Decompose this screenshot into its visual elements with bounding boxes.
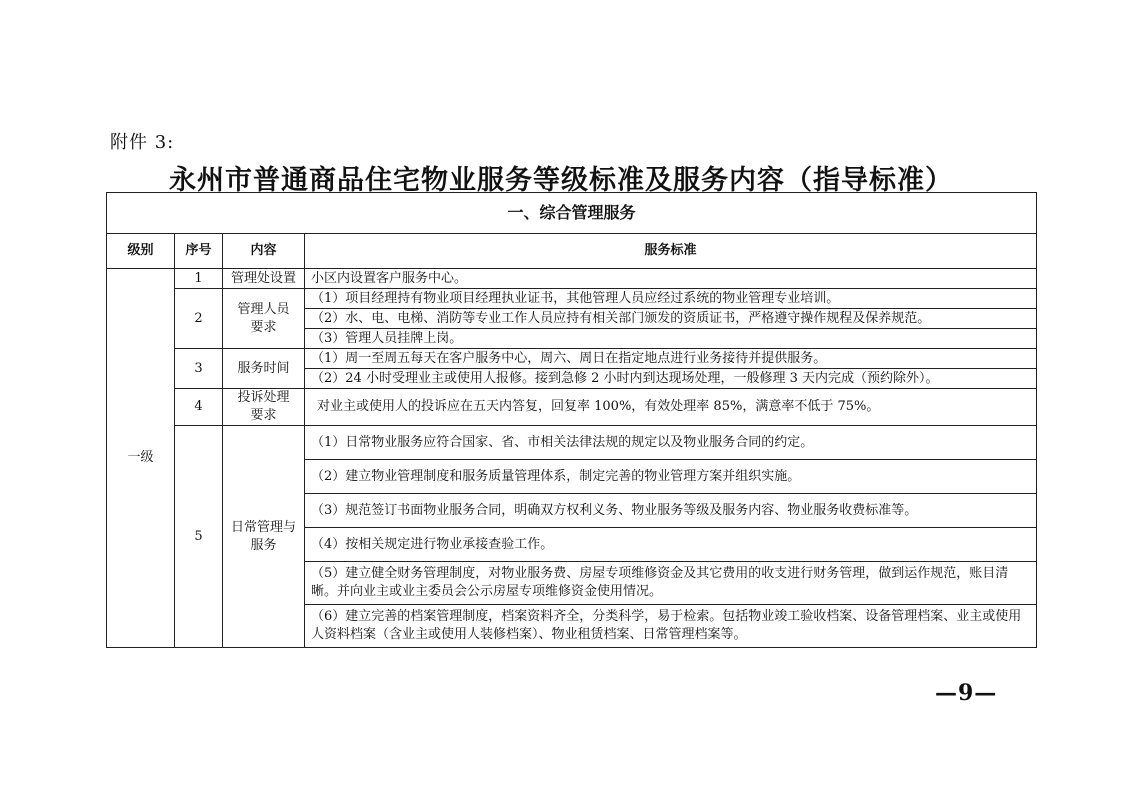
standard-cell: 对业主或使用人的投诉应在五天内答复，回复率 100%，有效处理率 85%，满意率不低于 75%。 [305,389,1037,426]
table-row [107,289,1037,309]
header-level: 级别 [107,234,175,269]
seq-cell: 1 [175,269,223,289]
table-row [107,349,1037,369]
content-cell: 管理人员 要求 [223,289,305,349]
standard-cell: （2）建立物业管理制度和服务质量管理体系，制定完善的物业管理方案并组织实施。 [305,460,1037,494]
seq-cell: 4 [175,389,223,426]
service-standard-table [106,192,1037,648]
standard-cell: （6）建立完善的档案管理制度，档案资料齐全，分类科学，易于检索。包括物业竣工验收档案、设备管理档案、业主或使用人资料档案（含业主或使用人装修档案）、物业租赁档案、日常管理档案等。 [305,605,1037,648]
seq-cell: 2 [175,289,223,349]
standard-cell: （2）24 小时受理业主或使用人报修。接到急修 2 小时内到达现场处理，一般修理 3 天内完成（预约除外）。 [305,369,1037,389]
standard-cell: （1）周一至周五每天在客户服务中心，周六、周日在指定地点进行业务接待并提供服务。 [305,349,1037,369]
seq-cell: 5 [175,426,223,648]
standard-cell: （4）按相关规定进行物业承接查验工作。 [305,528,1037,562]
section-title: 一、综合管理服务 [107,193,1037,234]
standard-cell: （3）规范签订书面物业服务合同，明确双方权利义务、物业服务等级及服务内容、物业服务收费标准等。 [305,494,1037,528]
standard-cell: （1）日常物业服务应符合国家、省、市相关法律法规的规定以及物业服务合同的约定。 [305,426,1037,460]
content-cell: 服务时间 [223,349,305,389]
header-standard: 服务标准 [305,234,1037,269]
table-row [107,269,1037,289]
seq-cell: 3 [175,349,223,389]
table-row [107,426,1037,460]
table-row [107,389,1037,426]
standard-cell: （5）建立健全财务管理制度，对物业服务费、房屋专项维修资金及其它费用的收支进行财务管理，做到运作规范，账目清晰。并向业主或业主委员会公示房屋专项维修资金使用情况。 [305,562,1037,605]
header-content: 内容 [223,234,305,269]
standard-cell: （2）水、电、电梯、消防等专业工作人员应持有相关部门颁发的资质证书，严格遵守操作规程及保养规范。 [305,309,1037,329]
standard-cell: （1）项目经理持有物业项目经理执业证书，其他管理人员应经过系统的物业管理专业培训。 [305,289,1037,309]
content-cell: 日常管理与 服务 [223,426,305,648]
page-number: —9— [935,680,998,706]
standard-cell: （3）管理人员挂牌上岗。 [305,329,1037,349]
document-title: 永州市普通商品住宅物业服务等级标准及服务内容（指导标准） [169,165,953,196]
standard-cell: 小区内设置客户服务中心。 [305,269,1037,289]
level-cell: 一级 [107,269,175,648]
content-cell: 投诉处理 要求 [223,389,305,426]
header-seq: 序号 [175,234,223,269]
attachment-label: 附件 3: [110,132,175,153]
content-cell: 管理处设置 [223,269,305,289]
